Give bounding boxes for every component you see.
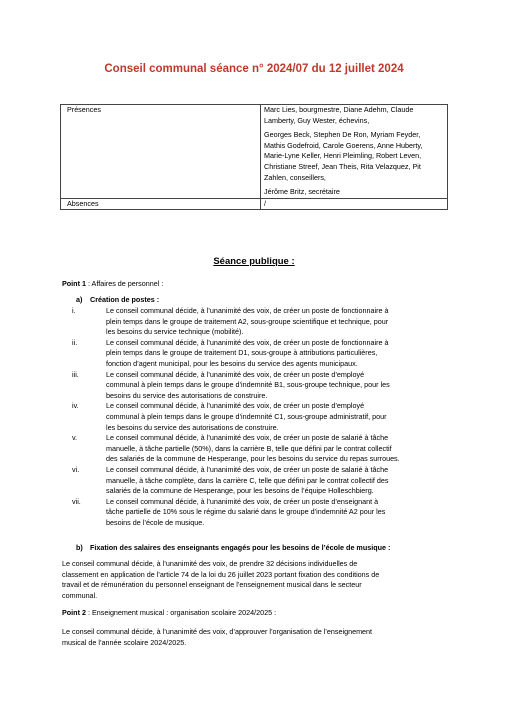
item-line: Le conseil communal décide, à l’unanimité des voix, de créer un poste de salarié à tâche (106, 433, 389, 443)
item-line: manuelle, à tâche partielle (50%), dans la carrière B, telle que défini par le contrat collectif (106, 443, 392, 453)
item-line: tâche partielle de 10% sous le régime du salarié dans le groupe d’indemnité A2 pour les (106, 507, 386, 517)
item-text (106, 465, 448, 497)
item-line: Le conseil communal décide, à l’unanimité des voix, de créer un poste de fonctionnaire à (106, 337, 389, 347)
postes-list (62, 306, 448, 528)
item-line: Le conseil communal décide, à l’unanimité des voix, de créer un poste d’enseignant à (106, 496, 379, 506)
point1-heading: Point 1 : Affaires de personnel : (62, 279, 164, 288)
item-number: i. (72, 306, 76, 315)
point2-paragraph: Le conseil communal décide, à l’unanimité des voix, d’approuver l’organisation de l’enseignement musical de l’année scolaire 2024/2025. (62, 627, 373, 647)
item-line: communal à plein temps dans le groupe d’indemnité C1, sous-groupe administratif, pour (106, 411, 387, 421)
poste-item (62, 433, 448, 465)
item-line: Le conseil communal décide, à l’unanimité des voix, de créer un poste d’employé (106, 369, 365, 379)
point1-paragraph: Le conseil communal décide, à l’unanimité des voix, de prendre 32 décisions individuelles de classement en application de l’article 74 de la loi du 26 juillet 2023 portant fixation des conditions de travail et de rémunération du personnel enseignant de l’enseignement musical dans le secteur communal. (62, 559, 380, 600)
presences-row (61, 105, 448, 199)
item-text (106, 401, 448, 433)
item-number: vii. (72, 496, 81, 506)
presences-value: Marc Lies, bourgmestre, Diane Adehm, Claude Lamberty, Guy Wester, échevins, Georges Beck, Stephen De Ron, Myriam Feyder, Mathis Godefroid, Carole Goerens, Anne Huberty, Marie-Lyne Keller, Henri Pleimling, Robert Leven, Christiane Streef, Jean Theis, Rita Velazquez, Pit Zahlen, conseillers, Jérôme Britz, secrétaire (261, 105, 448, 199)
section-heading: Séance publique : (213, 256, 295, 267)
item-number: iv. (72, 401, 79, 411)
item-line: des salariés de la commune de Hesperange, pour les besoins du service du repas surroues. (106, 454, 400, 464)
item-line: Le conseil communal décide, à l’unanimité des voix, de créer un poste d’employé (106, 401, 365, 411)
item-number: ii. (72, 337, 78, 347)
item-line: plein temps dans le groupe de traitement D1, sous-groupe à attributions particulières, (106, 348, 378, 358)
poste-item (62, 370, 448, 402)
item-line: plein temps dans le groupe de traitement A2, sous-groupe scientifique et technique, pour (106, 316, 389, 326)
item-text (106, 497, 448, 529)
page-title: Conseil communal séance n° 2024/07 du 12 juillet 2024 (104, 63, 404, 75)
poste-item (62, 465, 448, 497)
item-line: communal à plein temps dans le groupe d’indemnité B1, sous-groupe technique, pour les (106, 380, 390, 390)
item-line: Le conseil communal décide, à l’unanimité des voix, de créer un poste de salarié à tâche (106, 464, 389, 474)
presences-label: Présences (61, 105, 261, 199)
item-text (106, 306, 448, 338)
item-line: manuelle, à tâche complète, dans la carrière C, telle que défini par le contrat collectif des (106, 475, 389, 485)
item-line: les besoins du service des autorisations de construire. (106, 422, 279, 432)
attendance-table (60, 104, 448, 210)
item-text (106, 370, 448, 402)
item-number: vi. (72, 464, 80, 474)
item-text (106, 433, 448, 465)
absences-row (61, 198, 448, 210)
item-line: besoins du service des autorisations de construire. (106, 390, 268, 400)
poste-item (62, 338, 448, 370)
item-line: Le conseil communal décide, à l’unanimité des voix, de créer un poste de fonctionnaire à (106, 306, 389, 315)
point1-sub-a: a) Création de postes : (76, 295, 160, 304)
item-line: fonction d’agent municipal, pour les besoins du service des agents municipaux. (106, 358, 358, 368)
absences-label: Absences (61, 198, 261, 210)
poste-item (62, 401, 448, 433)
poste-item (62, 306, 448, 338)
item-text (106, 338, 448, 370)
item-line: les besoins du service technique (mobilité). (106, 327, 244, 337)
item-line: salariés de la commune de Hesperange, pour les besoins de l’équipe Holleschbierg. (106, 486, 374, 496)
point1-section (62, 279, 448, 290)
poste-item (62, 497, 448, 529)
item-number: v. (72, 433, 78, 443)
item-line: besoins de l’école de musique. (106, 517, 205, 527)
point2-heading: Point 2 : Enseignement musical : organisation scolaire 2024/2025 : (62, 608, 277, 617)
point1-sub-b: b) Fixation des salaires des enseignants engagés pour les besoins de l’école de musique : (76, 543, 391, 552)
item-number: iii. (72, 369, 79, 379)
absences-value: / (261, 198, 448, 210)
